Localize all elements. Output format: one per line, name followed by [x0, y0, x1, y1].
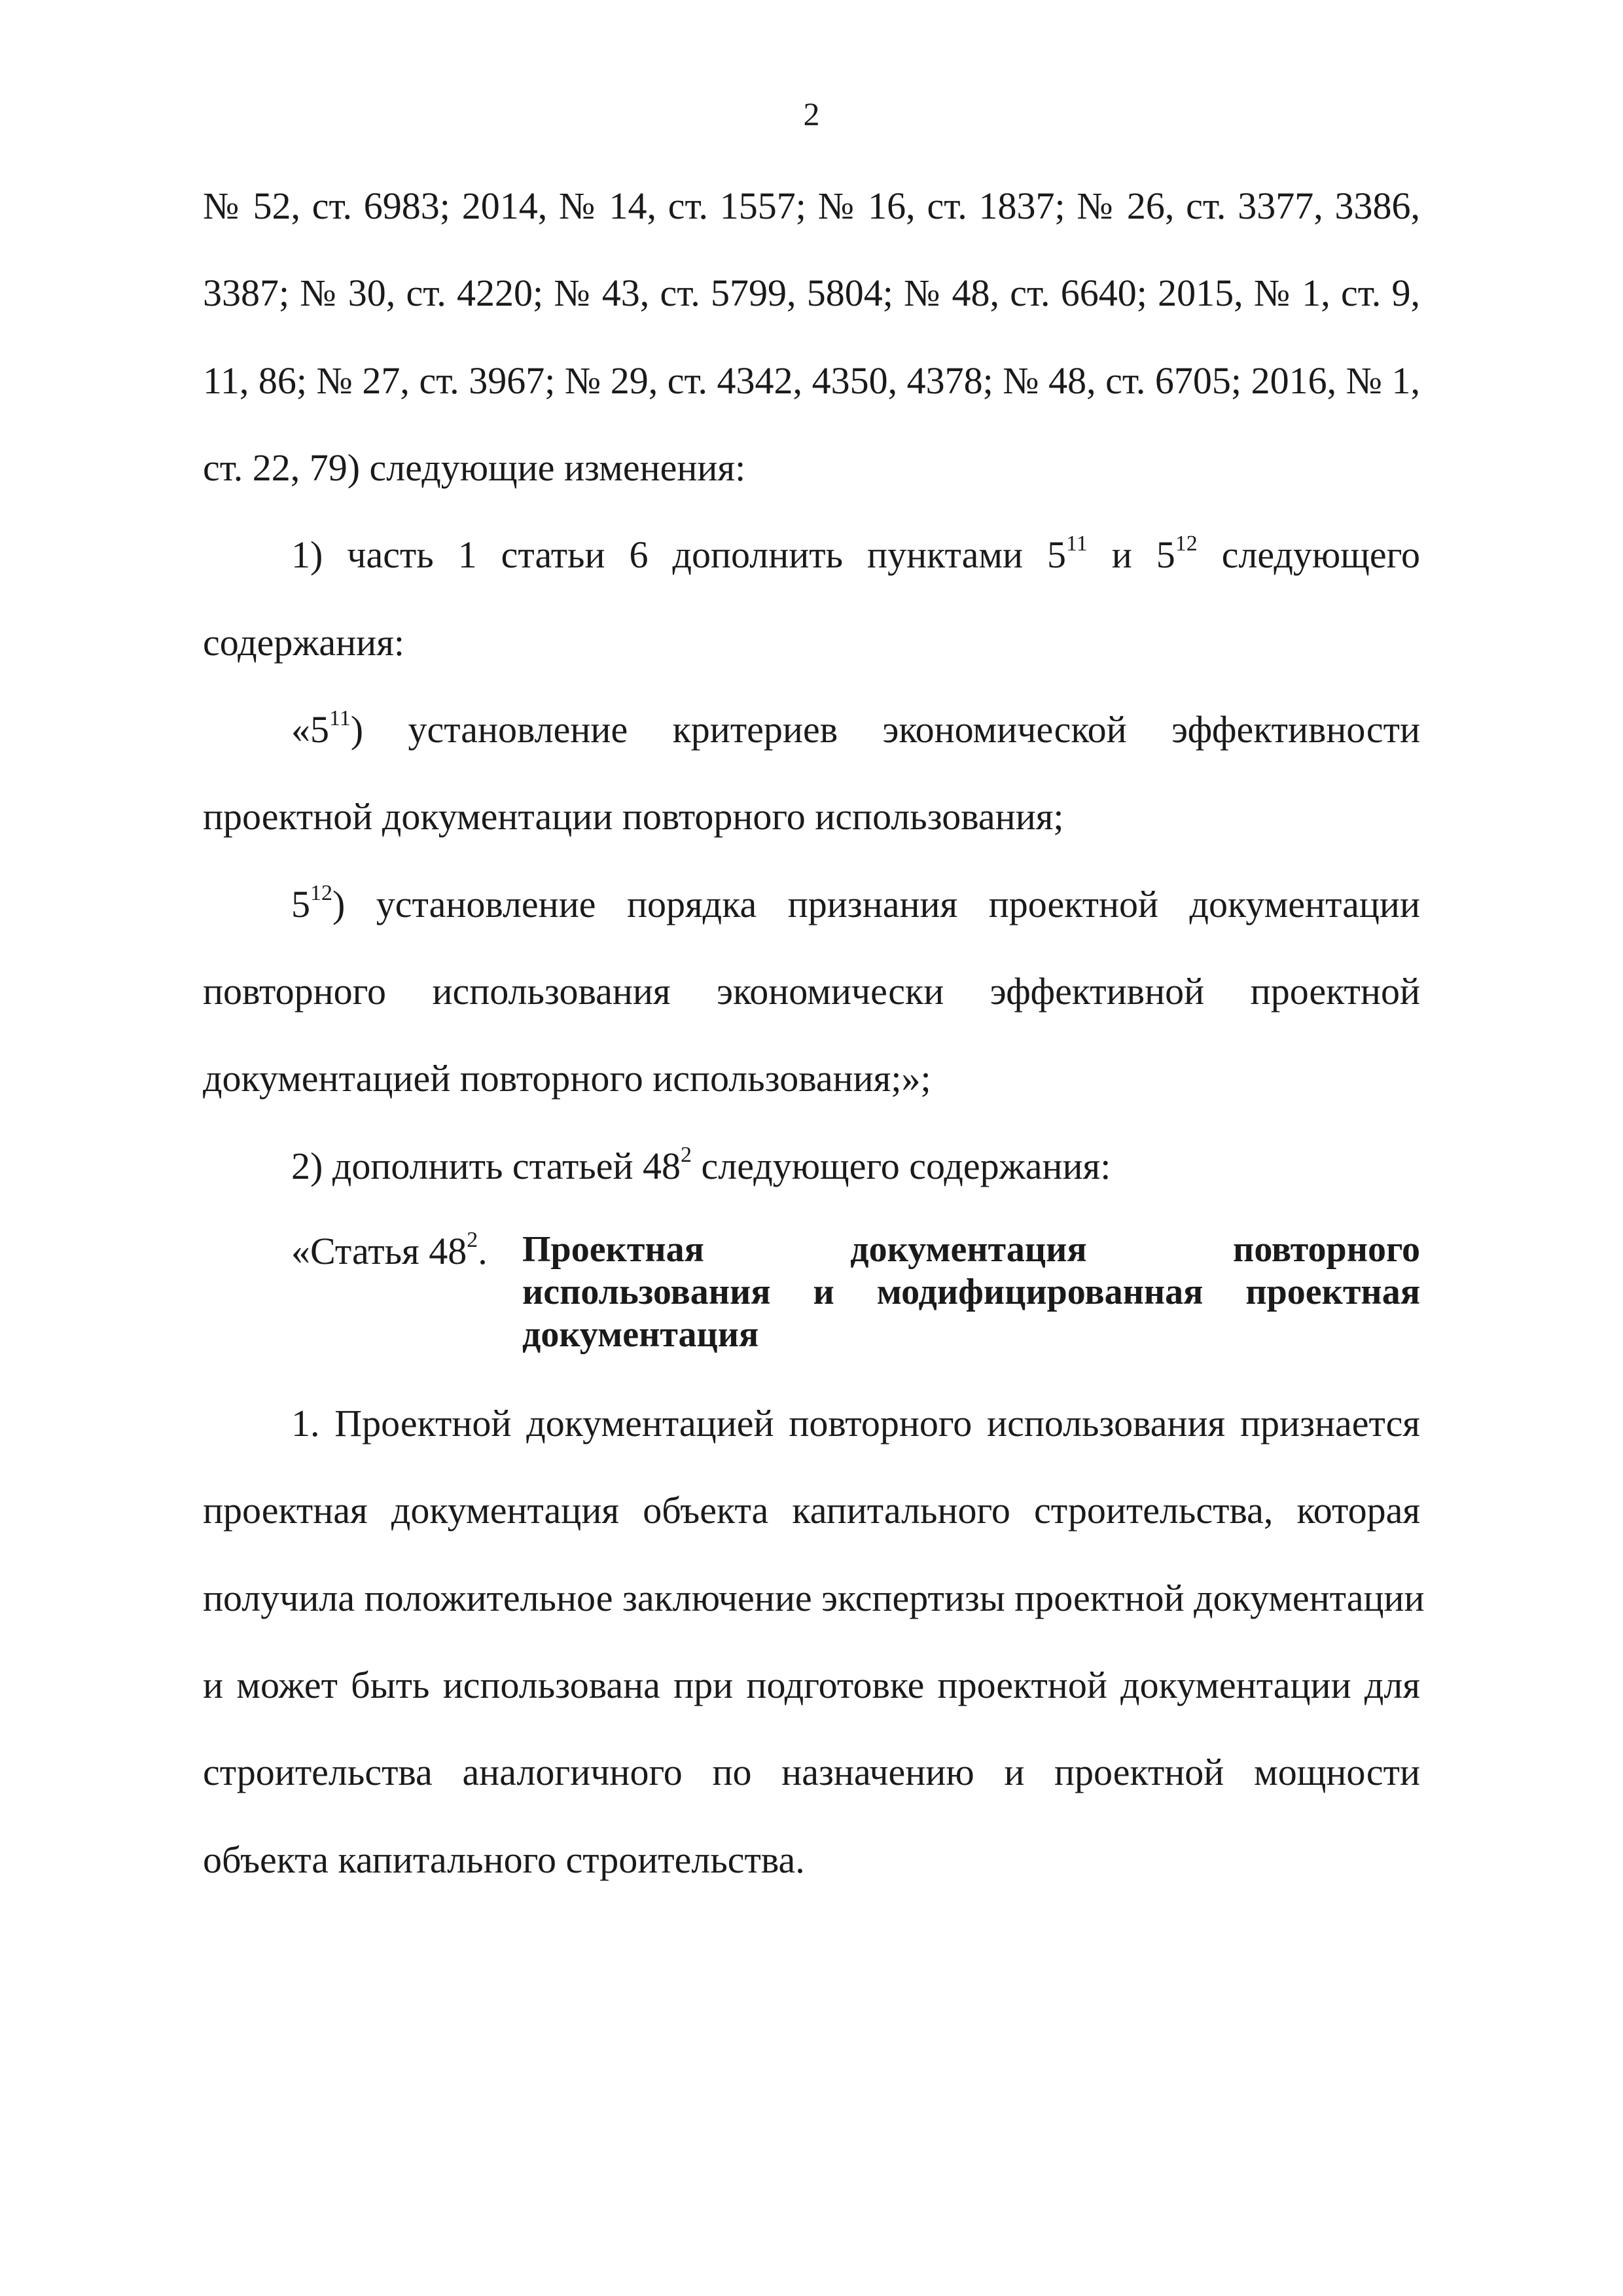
item-1-line-2: содержания: [203, 621, 405, 664]
superscript: 12 [310, 880, 332, 905]
item-1-text-end: следующего [1197, 533, 1421, 576]
intro-line-1: № 52, ст. 6983; 2014, № 14, ст. 1557; № 16, ст. 1837; № 26, ст. 3377, 3386, [203, 185, 1420, 227]
article-title-line-3: документация [522, 1314, 759, 1355]
point-512-line-3: документацией повторного использования;»; [203, 1057, 931, 1100]
superscript: 11 [329, 706, 351, 730]
paragraph-1-line-5: строительства аналогичного по назначению и проектной мощности [203, 1751, 1420, 1793]
point-511-line-2: проектной документации повторного использования; [203, 795, 1064, 838]
superscript: 2 [681, 1142, 692, 1167]
point-511-line-1 [291, 707, 1420, 753]
item-1-text: 1) часть 1 статьи 6 дополнить пунктами 5 [291, 533, 1067, 576]
article-title-line-2: использования и модифицированная проектная [522, 1272, 1420, 1312]
paragraph-1-line-3: получила положительное заключение экспертизы проектной документации [203, 1577, 1425, 1619]
point-512-text: ) установление порядка признания проектной документации [332, 883, 1420, 925]
point-512-prefix: 5 [291, 883, 310, 925]
article-label-dot: . [478, 1230, 488, 1272]
item-1-line-1 [291, 532, 1420, 578]
item-2-text-end: следующего содержания: [692, 1145, 1111, 1187]
article-title-line-1: Проектная документация повторного [522, 1229, 1420, 1270]
intro-line-3: 11, 86; № 27, ст. 3967; № 29, ст. 4342, 4350, 4378; № 48, ст. 6705; 2016, № 1, [203, 359, 1420, 402]
superscript: 2 [467, 1227, 478, 1252]
item-1-text-mid: и 5 [1087, 533, 1175, 576]
point-512-line-2: повторного использования экономически эффективной проектной [203, 970, 1420, 1013]
page-number: 2 [803, 96, 820, 132]
item-2-line [291, 1143, 1420, 1189]
article-label [291, 1229, 488, 1274]
superscript: 12 [1175, 531, 1198, 556]
paragraph-1-line-2: проектная документация объекта капитального строительства, которая [203, 1489, 1420, 1532]
item-2-text: 2) дополнить статьей 48 [291, 1145, 681, 1187]
point-511-text: ) установление критериев экономической эффективности [350, 708, 1420, 751]
intro-line-4: ст. 22, 79) следующие изменения: [203, 446, 746, 489]
point-511-prefix: «5 [291, 708, 329, 751]
paragraph-1-line-1: 1. Проектной документацией повторного использования признается [291, 1402, 1420, 1444]
paragraph-1-line-4: и может быть использована при подготовке проектной документации для [203, 1664, 1420, 1706]
superscript: 11 [1066, 531, 1088, 556]
paragraph-1-line-6: объекта капитального строительства. [203, 1839, 805, 1881]
point-512-line-1 [291, 882, 1420, 927]
intro-line-2: 3387; № 30, ст. 4220; № 43, ст. 5799, 5804; № 48, ст. 6640; 2015, № 1, ст. 9, [203, 272, 1420, 314]
article-label-text: «Статья 48 [291, 1230, 467, 1272]
